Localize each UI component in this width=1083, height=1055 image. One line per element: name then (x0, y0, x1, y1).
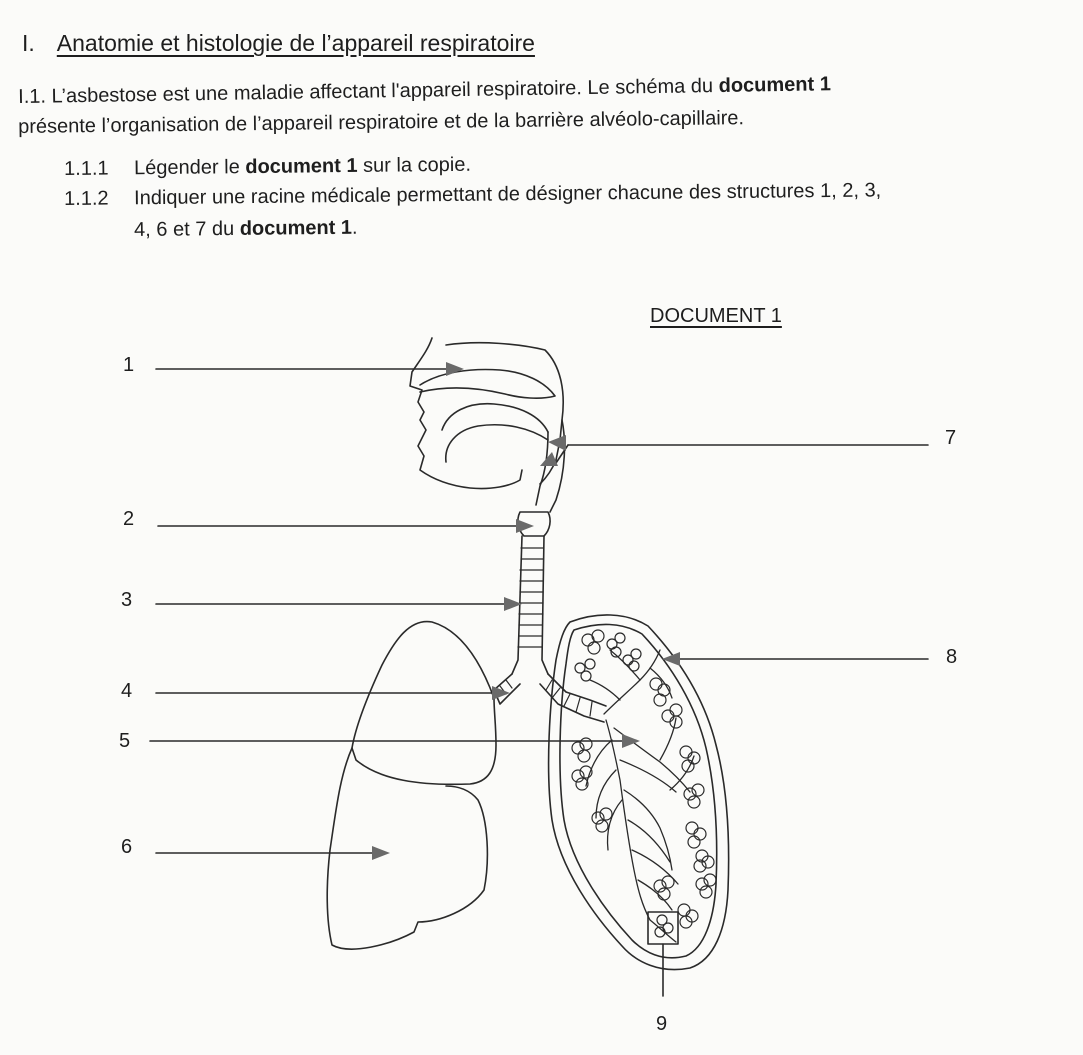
label-2: 2 (123, 508, 135, 530)
trachea-right-wall (542, 536, 548, 674)
question-text: 4, 6 et 7 du (134, 217, 240, 241)
left-lung-lower-lobe (327, 748, 487, 949)
pharynx (536, 432, 548, 505)
bronchial-tree (586, 650, 694, 942)
arrowhead-6 (372, 846, 390, 860)
head-profile-outline (410, 338, 522, 489)
label-3: 3 (121, 589, 133, 611)
right-lung-inner (560, 624, 717, 957)
question-bold: document 1 (245, 154, 358, 179)
arrowhead-1 (446, 362, 464, 376)
question-number: 1.1.1 (64, 157, 109, 180)
intro-line-1-text: I.1. L’asbestose est une maladie affectant l'appareil respiratoire. Le schéma du (18, 74, 719, 108)
question-number: 1.1.2 (64, 187, 109, 210)
section-number: I. (22, 30, 35, 56)
label-5: 5 (119, 730, 131, 752)
label-4: 4 (121, 680, 133, 702)
arrowheads (372, 362, 680, 860)
question-text-suffix: sur la copie. (357, 153, 472, 177)
intro-line-2: présente l’organisation de l’appareil respiratoire et de la barrière alvéolo-capillaire. (18, 107, 745, 138)
label-9: 9 (656, 1013, 668, 1035)
arrowhead-7a (548, 435, 566, 451)
question-text: Légender le (133, 156, 246, 180)
left-lung-upper-lobe (352, 622, 496, 785)
label-7: 7 (945, 427, 957, 449)
tongue (446, 425, 548, 462)
section-title: Anatomie et histologie de l’appareil respiratoire (56, 30, 535, 56)
question-text-suffix: . (351, 216, 358, 239)
arrowhead-2 (516, 519, 534, 533)
leader-lines (150, 369, 928, 996)
document-title: DOCUMENT 1 (650, 305, 782, 327)
question-bold: document 1 (239, 216, 353, 240)
question-text: Indiquer une racine médicale permettant de désigner chacune des structures 1, 2, 3, (133, 179, 882, 210)
intro-line-1-bold: document 1 (718, 73, 832, 97)
label-8: 8 (946, 646, 958, 668)
nasal-cavity (420, 370, 555, 399)
palate (442, 404, 548, 432)
label-6: 6 (121, 836, 133, 858)
label-1: 1 (123, 354, 135, 376)
arrowhead-7b (540, 452, 558, 466)
